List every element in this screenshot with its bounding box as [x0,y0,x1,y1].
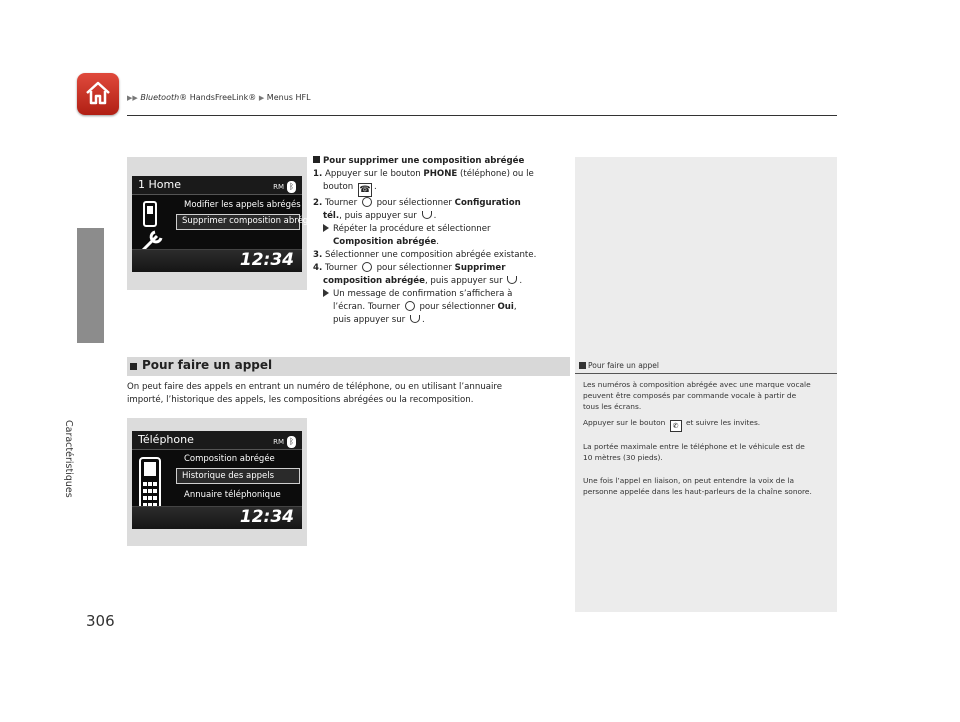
section-bullet-icon [130,363,137,370]
selector-knob-icon [405,301,415,311]
section-body: On peut faire des appels en entrant un numéro de téléphone, ou en utilisant l’annuaire importé, l’historique des appels, les compositions abrégées ou la recomposition. [127,382,503,405]
section-title: Pour faire un appel [142,358,273,372]
clock: 12:34 [239,250,294,270]
screen-header [132,431,302,450]
breadcrumb-item-handsfreelink[interactable]: HandsFreeLink® [187,93,257,102]
page-number: 306 [86,612,115,630]
step-4: 4. Tourner pour sélectionner Supprimer [313,263,506,273]
phone-button-icon: ☎ [359,185,371,195]
note-title: Pour faire un appel [579,361,659,370]
selector-knob-icon [362,262,372,272]
clock-bar [132,506,302,529]
step-4-cont: composition abrégée, puis appuyer sur . [323,276,523,286]
signal-status [273,433,296,451]
home-icon[interactable] [77,73,119,115]
step-2-sub-cont: Composition abrégée. [333,237,439,247]
chapter-label: Caractéristiques [63,420,74,498]
note-paragraph-3: La portée maximale entre le téléphone et le véhicule est de 10 mètres (30 pieds). [583,442,805,462]
house-icon [84,79,112,107]
push-knob-icon [507,276,517,284]
screen-panel-1 [127,157,319,290]
notes-sidebar [575,157,837,612]
bullet-square-icon [313,156,320,163]
steps-heading: Pour supprimer une composition abrégée [313,155,573,168]
menu-item-speed-dial[interactable]: Composition abrégée [184,454,275,464]
registered-mark: ® [179,93,188,102]
push-knob-icon [422,211,432,219]
note-paragraph-1: Les numéros à composition abrégée avec une marque vocale peuvent être composés par commande vocale à partir de tous les écrans. [583,380,811,411]
note-divider [575,373,837,374]
step-4-sub-cont2: puis appuyer sur . [333,315,425,325]
step-2-sub: Répéter la procédure et sélectionner [313,223,573,236]
breadcrumb-arrow-icon: ▶▶ [127,94,138,102]
bluetooth-icon: ᛒ [287,181,296,193]
screen-header [132,176,302,195]
steps-block [313,155,573,327]
header-divider [127,115,837,116]
screen-panel-2 [127,418,307,546]
step-2-cont: tél., puis appuyer sur . [323,211,437,221]
push-knob-icon [410,315,420,323]
roaming-text: RM [273,183,284,191]
step-4-sub-cont: l’écran. Tourner pour sélectionner Oui, [333,302,517,312]
breadcrumb [127,93,311,102]
section-header [127,357,570,376]
step-3: 3. Sélectionner une composition abrégée existante. [313,250,537,260]
note-paragraph-4: Une fois l’appel en liaison, on peut entendre la voix de la personne appelée dans les haut-parleurs de la chaîne sonore. [583,476,812,496]
roaming-text: RM [273,438,284,446]
display-screen-2 [132,431,302,529]
step-2: 2. Tourner pour sélectionner Configuration [313,198,521,208]
clock-bar [132,249,302,272]
menu-item-modify-speed-dial[interactable]: Modifier les appels abrégés [184,200,301,210]
step-1: 1. Appuyer sur le bouton PHONE (téléphone) ou le [313,169,534,179]
menu-item-delete-speed-dial[interactable]: Supprimer composition abrégée [182,216,319,226]
screen-title: Téléphone [138,433,194,446]
bluetooth-icon: ᛒ [287,436,296,448]
selector-knob-icon [362,197,372,207]
sub-arrow-icon [323,224,329,232]
signal-status [273,178,296,196]
display-screen-1 [132,176,319,272]
note-icon [579,362,586,369]
menu-item-call-history[interactable]: Historique des appels [182,471,275,481]
clock: 12:34 [239,507,294,527]
breadcrumb-item-bluetooth[interactable]: Bluetooth [140,93,180,102]
step-4-sub: Un message de confirmation s’affichera à [313,288,573,301]
breadcrumb-item-menus-hfl[interactable]: Menus HFL [266,93,311,102]
step-1-cont: bouton ☎ . [323,182,377,195]
screen-title: 1 Home [138,178,181,191]
menu-item-phonebook[interactable]: Annuaire téléphonique [184,490,281,500]
breadcrumb-arrow-icon: ▶ [258,94,265,102]
chapter-tab[interactable] [77,228,104,343]
talk-button-icon: ✆ [670,420,682,432]
note-paragraph-2: Appuyer sur le bouton ✆ et suivre les invites. [583,418,761,430]
sub-arrow-icon [323,289,329,297]
